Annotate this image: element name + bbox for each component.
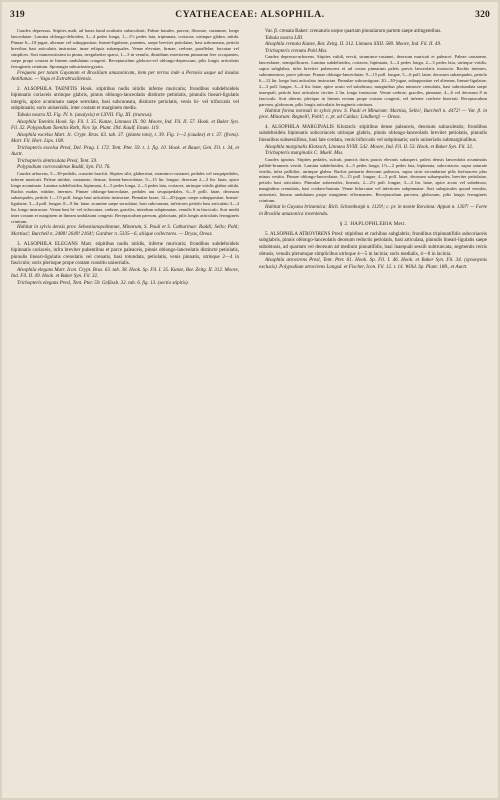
description-paragraph: Caudex arboreus, 5—30-pedalis, crassitie brachii. Stipites sibi, glaberrimi, straminco-castanei, pedales vel sesquipedales, inferne muricati. Paleae nitidae, castaneae, densae, lineari-lanceolatae, 9—15 lin. longae, deorsum 2—3 lin. latae, apice longe acuminato. Lamina subdeltoidea, bipinnata, 4—5 pedes longa, 2—3 pedes lata, coriacea, utrinque viridis glabra nitida. Rachis nudae, nitidae, inermes. Pinnae oblongo-lanceolatae, pedales aut sesquipedales, 6—9 polli. latae, deorsum subaequales, petiolo 1—1½ poll. longo basi articulato instructae. Pinnulae laxae, 12—20-jugae, saepe suboppositae, lineari-ligulatae, 3—4 poll. longae, 8—9 lin. latae, acumine saepe serrulatae, basi subcuneata, inferiores petiolo basi articulato 3—4 lin. longo instructae. Venae basi bi- vel trifurcatae, crebrae, graciles, interdum subpinnatae, venulis 6 in fasciculo. Sori medii inter costam et marginem in lineam undulatam congesti. Receptaculum parvum, globosum, pilis longis articulatis ferrugineis crinitum. (11, 170, 239, 224)
running-title: CYATHEACEAE: ALSOPHILA. (175, 10, 325, 20)
reference-paragraph: Tabula nostra XI. Fig. IV. b. (analysis) et LXVII. Fig. III. (truncus). (17, 111, 153, 118)
reference-paragraph: Polypodium corcovadense Raddi, Syn. Fil. 76. (17, 164, 111, 171)
reference-paragraph: Alsophila marginalis Klotzsch, Linnaea XVIII. 542. Moore, Ind. Fil. II. 53. Hook. et Baker Syn. Fil. 32. (265, 143, 474, 150)
reference-paragraph: Habitat in Guyana britannica: Rich. Schomburgk n. 1129!; c. pr. in monte Roraima: Appun n. 1307! — Forte in Brasilia amazonica inveniendu. (259, 204, 487, 217)
reference-paragraph: Trichopteris marginalis C. Muell. Mss. (265, 150, 344, 157)
reference-paragraph: Habitat forma normali in sylvis prov. S. Pauli et Minarum: Martius, Sello!, Burchell n. 4472! — Var. β. in prov. Minarum: Regnell!, Pohl!; c. pr. ad Caldas: Lindberg! — Oreas. (259, 107, 487, 121)
page-header (10, 10, 490, 24)
document-page (2, 2, 498, 798)
species-entry: 4. ALSOPHILA MARGINALIS Klotzsch: stipitibus dense paleaceis, deorsum subaculeatis; frondibus subdeltoideis bipinnatis subcoriaceis utrinque glabris, pinnis oblongo-lanceolatis breviter petiolatis, pinnulis linearibus subsessilibus, basi late cordata, venis bifurcatis vel subpinnatis; soris uniseriatis submarginalibus. (259, 123, 487, 143)
reference-paragraph: Alsophila excelsa Mart. Ic. Crypt. Bras. 63. tab. 37. (planta tota), t. 39. Fig. 1—2 (caudex) et t. 37. (frons). Mart. Fil. Hort. Lips. 108. (11, 131, 239, 145)
species-entry: 3. ALSOPHILA ELEGANS Mart. stipitibus nudis nitidis, inferne muricatis; frondibus subdeltoideis bipinnatis coriaceis, infra breviter pubentibus et parce paleaceis, pinnis oblongo-lanceolatis distincte petiolatis, pinnulis lineari-ligulatis crenulatis vel crenatis, basi rotundata, petiolatis, venis pinnatis, utrinque 2—4 in fasciculo; soris plerisque prope costam constitu uniserialis. (11, 240, 239, 267)
reference-paragraph: Alsophila Taenitis Hook. Sp. Fil. I. 35. Kunze, Linnaea IX. 90. Moore, Ind. Fil. II. 57. Hook. et Baker Syn. Fil. 32. Polypodium Taenitis Roth, Nov. Sp. Plant. 394. Kaulf. Enum. 119. (11, 118, 239, 132)
page-number-left: 319 (10, 10, 25, 20)
text-paragraph: Var. β. crenata Baker: crenaturis usque quartam pinnularum partem saepe attingentibus. (265, 28, 442, 34)
page-number-right: 320 (475, 10, 490, 20)
section-heading: § 2. HAPLOPHLEBIA Mett. (339, 221, 407, 228)
reference-paragraph: Trichopteris crenata Pohl Mss. (265, 47, 328, 54)
description-paragraph: Caudex ignotus. Stipites pedales, sulcati, punctis duris paucis elevatis subasperi, paleis densis lanceolatis acuminatis pallide-brunneis vestiti. Lamina subdeltoidea, 4—5 pedes longa, 1½—2 pedes lata, bipinnata, subcoriacea, supra saturate viridis, infra pallidior, utrinque glabra. Rachis primaria deorsum paleacea, supra sicut secundariae pilis furfuraceis plus minus vestita. Pinnae oblongo-lanceolatae, 9—15 poll. longae, 4—5 poll. latae, deorsum subaequales, breviter petiolatae, petiolo basi articulato. Pinnulae subsessiles, linearis, 2—2½ poll. longae, 3—4 lin. latae, apice acuto vel subobtuso, marginibus crenulatis, basi cordato-hastata. Venae bifurcatae vel inferiores subpinnatae. Sori subapicales quoad venulas, uniseriati, lineam undulatam prope marginem efformantes. Receptaculum parvum, globosum, pilis longis ferrugineis crinitum. (259, 156, 487, 204)
left-column (11, 28, 239, 286)
species-entry: 2. ALSOPHILA TAENITIS Hook. stipitibus nudis nitidis inferne muricatis; frondibus subdeltoideis bipinnatis coriaceis utrinque glabris, pinnis oblongo-lanceolatis distincte petiolatis, pinnulis lineari-ligulatis integris, apice acuminato saepe serrulato, basi subcuneata, distincte petiolatis, venis bi- vel trifurcatis vel subpinnatis; soris uniserialis, inter costam et marginem media. (11, 85, 239, 112)
right-column (259, 28, 487, 270)
reference-paragraph: Alsophila atrovirens Presl, Tent. Pter. 61. Hook. Sp. Fil. I. 46. Hook. et Baker Syn. Fil. 34. (synonymis exclusis). Polypodium atrovirens Langsd. et Fischer, Icon. Fil. 12. t. 14. Willd. Sp. Plant. 188., et Auctt. (259, 257, 487, 270)
reference-paragraph: Alsophila crenata Kunze, Bot. Zeitg. II. 312. Linnaea XXII. 580. Moore, Ind. Fil. II. 49. (265, 41, 442, 48)
reference-paragraph: Trichopteris excelsa Presl, Del. Prag. I. 172. Tent. Pter. 59. t. 1. fig. 10. Hook. et Bauer, Gen. Fil. t. 34, et Auctt. (11, 144, 239, 158)
species-entry: 5. ALSOPHILA ATROVIRENS Presl: stipitibus et rachibus subglabris; frondibus tripinnatifidis subcoriaceis subglabris, pinnis oblongo-lanceolatis deorsum reductis petiolatis, basi articulata, pinnulis lineari-ligulatis saepe subobtusis, ad quartam vel deorsum ad medium pinnatifidis, basi inaequali sessili subtruncata, segmentis rectis obtusis, venulis plerumque simplicibus utrinque 4—5 in lacinia; soris medialis, 4—8 in lacinia. (259, 230, 487, 257)
description-paragraph: Caudex depresso-arboreus. Stipites validi, erecti, straminco-castanei, deorsum muricati et paleacei. Paleae castaneae, lanceolatae, semipollicares. Lamina subdeltoidea, coriacea, bipinnata, 3—4 pedes longa, 2—3 pedes lata, utrinque viridis, supra subglabra, infra breviter pubescens et ad costas pinnarum paleis parvis lanceolatis instructa. Rachis inermes, subtomentose, parce pilosae. Pinnae oblongo-lanceolatae, 9—15 poll. longae, 5—6 poll. latae, deorsum subaequales, petiolo 6—12 lin. longo basi articulato instructae. Pinnulae subcontiguae, 20—30-jugae, suboppositae vel alternae, lineari-ligulatae, 2—3 poll. longae, 3—4 lin. latae, apice acuto vel subobtuso, marginibus plus minusve crenulatis, basi subrotundata saepe inaequali, petiolo basi articulato circiter 2 lin. longo instructae. Venae crebrae, graciles, pinnatae, 4—6 vel deorsum 8 in fasciculo. Sori alterne, plerique in lineam rectam prope costam congesti, vel inferne conferte biseriati. Receptaculum parvum, globosum, pilis longis articulatis ferrugineis crinitum. (259, 54, 487, 107)
reference-paragraph: Frequens per totam Guyanam et Brasiliam amazonicam, item per terras inde a Peruvia usque ad insulas Antillanas. — Vaga et Extrabrasiliensis. (11, 69, 239, 83)
reference-paragraph: Tabula nostra LIII. (265, 34, 304, 41)
reference-paragraph: Trichopteris denticulata Presl, Tent. 59. (17, 157, 98, 164)
reference-paragraph: Trichopteris elegans Presl, Tent. Pter. 59. Gefässb. 32. tab. 6. fig. 13. (sectio stipitis). (17, 279, 189, 286)
description-paragraph: Caudex depressus. Stipites nudi, ad bases haud aculeatis subaculeati; Paleae basales, parvae, fibrosae, castaneae, longe lanceolatae. Lamina oblongo-deltoidea, 3—4 pedes longa, 1—1½ pedes lata, tripinnata, coriacea, utrinque glabra, nitida. Pinnae 6—10-jugae, alternae vel suboppositae, lineari-ligulatae, patentes, saepe breviter petiolatae, basi subcuneata, petiolo brevibus basi articulatis instructae, imae reliquis subaequales. Venae elevatae, firmae, crebrae, parallelae, furcatae vel simplices. Sori numerosissimi in pinna, irregulariter sparsi, 1—3 in venulis, dimidium exteriorem pinnarum fere occupantes, saepe prope costam in lineam undulatam congesti. Receptaculum globoso-vel oblongo-depressum, pilis longis articulatis ferrugineis crinitum. Sporangia subcarinata-gyrata. (11, 28, 239, 69)
reference-paragraph: Habitat in sylvis densis prov. Sebastianopolitanae, Minarum, S. Pauli et S. Catharinae: Raddi; Sello; Pohl; Martius!; Burchell n. 2488! 2649! 2164!; Gardner n. 5335—6, aliique collectores. — Dryas, Oreas. (11, 224, 239, 237)
reference-paragraph: Alsophila elegans Mart. Icon. Crypt. Bras. 63. tab. 38. Hook. Sp. Fil. I. 35. Kunze, Bot. Zeitg. II. 312. Moore, Ind. Fil. II. 49. Hook. et Baker Syn. Fil. 32. (11, 266, 239, 280)
